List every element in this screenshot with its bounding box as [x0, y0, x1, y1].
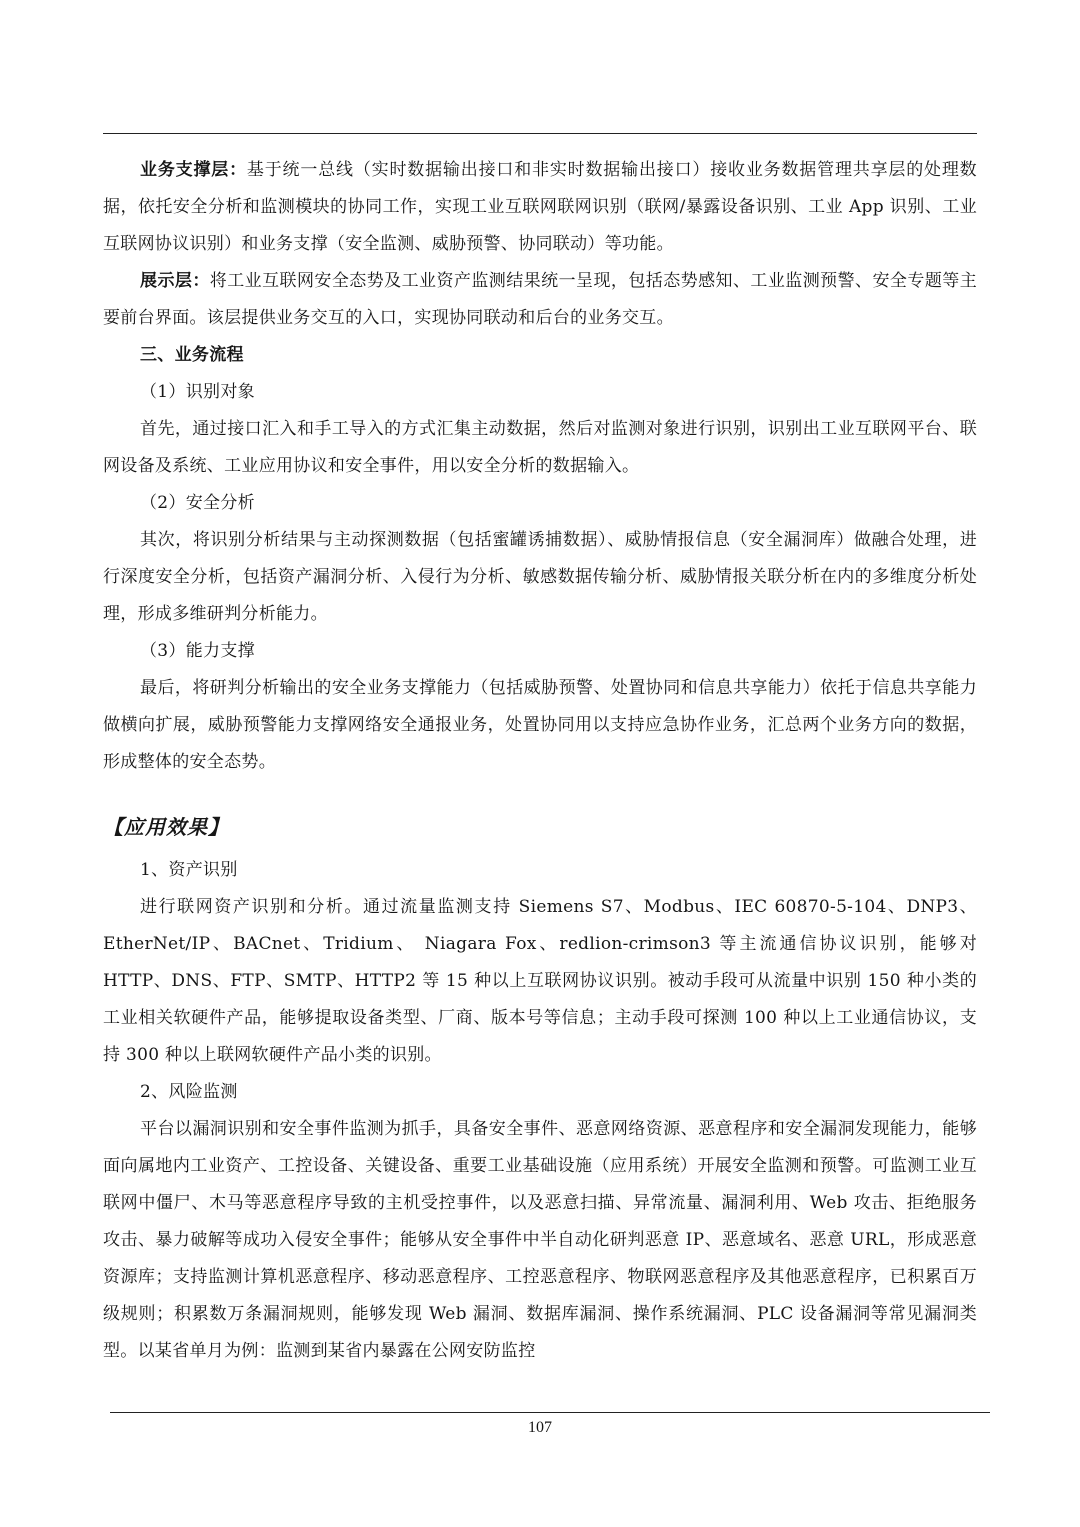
paragraph-text: 基于统一总线（实时数据输出接口和非实时数据输出接口）接收业务数据管理共享层的处理数据，依托安全分析和监测模块的协同工作，实现工业互联网联网识别（联网/暴露设备识别、工业 App 识别、工业互联网协议识别）和业务支撑（安全监测、威胁预警、协同联动）等功能。 — [103, 160, 977, 254]
header-rule — [103, 133, 977, 134]
paragraph-business-support — [103, 152, 977, 263]
page-body — [103, 152, 977, 1370]
step-heading-analysis: （2）安全分析 — [140, 493, 255, 513]
lead-term: 业务支撑层： — [140, 160, 247, 180]
effect-text-risk: 平台以漏洞识别和安全事件监测为抓手，具备安全事件、恶意网络资源、恶意程序和安全漏洞发现能力，能够面向属地内工业资产、工控设备、关键设备、重要工业基础设施（应用系统）开展安全监测和预警。可监测工业互联网中僵尸、木马等恶意程序导致的主机受控事件，以及恶意扫描、异常流量、漏洞利用、Web 攻击、拒绝服务攻击、暴力破解等成功入侵安全事件；能够从安全事件中半自动化研判恶意 IP、恶意域名、恶意 URL，形成恶意资源库；支持监测计算机恶意程序、移动恶意程序、工控恶意程序、物联网恶意程序及其他恶意程序，已积累百万级规则；积累数万条漏洞规则，能够发现 Web 漏洞、数据库漏洞、操作系统漏洞、PLC 设备漏洞等常见漏洞类型。以某省单月为例：监测到某省内暴露在公网安防监控 — [103, 1119, 977, 1361]
heading-business-process: 三、业务流程 — [140, 345, 244, 365]
step-text-capability: 最后，将研判分析输出的安全业务支撑能力（包括威胁预警、处置协同和信息共享能力）依托于信息共享能力做横向扩展，威胁预警能力支撑网络安全通报业务，处置协同用以支持应急协作业务，汇总两个业务方向的数据，形成整体的安全态势。 — [103, 678, 977, 772]
effect-text-asset: 进行联网资产识别和分析。通过流量监测支持 Siemens S7、Modbus、IEC 60870-5-104、DNP3、EtherNet/IP、BACnet、Tridium、 Niagara Fox、redlion-crimson3 等主流通信协议识别，能够对 HTTP、DNS、FTP、SMTP、HTTP2 等 15 种以上互联网协议识别。被动手段可从流量中识别 150 种小类的工业相关软硬件产品，能够提取设备类型、厂商、版本号等信息；主动手段可探测 100 种以上工业通信协议，支持 300 种以上联网软硬件产品小类的识别。 — [103, 897, 977, 1065]
step-heading-identify: （1）识别对象 — [140, 382, 255, 402]
paragraph-display-layer — [103, 263, 977, 337]
footer-rule — [110, 1412, 990, 1413]
step-text-analysis: 其次，将识别分析结果与主动探测数据（包括蜜罐诱捕数据）、威胁情报信息（安全漏洞库）做融合处理，进行深度安全分析，包括资产漏洞分析、入侵行为分析、敏感数据传输分析、威胁情报关联分析在内的多维度分析处理，形成多维研判分析能力。 — [103, 530, 977, 624]
page-number: 107 — [528, 1419, 552, 1436]
step-text-identify: 首先，通过接口汇入和手工导入的方式汇集主动数据，然后对监测对象进行识别，识别出工业互联网平台、联网设备及系统、工业应用协议和安全事件，用以安全分析的数据输入。 — [103, 419, 977, 476]
effect-heading-risk: 2、风险监测 — [140, 1082, 238, 1102]
section-title-effects: 【应用效果】 — [103, 815, 229, 839]
effect-heading-asset: 1、资产识别 — [140, 860, 238, 880]
step-heading-capability: （3）能力支撑 — [140, 641, 255, 661]
lead-term: 展示层： — [140, 271, 210, 291]
paragraph-text: 将工业互联网安全态势及工业资产监测结果统一呈现，包括态势感知、工业监测预警、安全专题等主要前台界面。该层提供业务交互的入口，实现协同联动和后台的业务交互。 — [103, 271, 977, 328]
